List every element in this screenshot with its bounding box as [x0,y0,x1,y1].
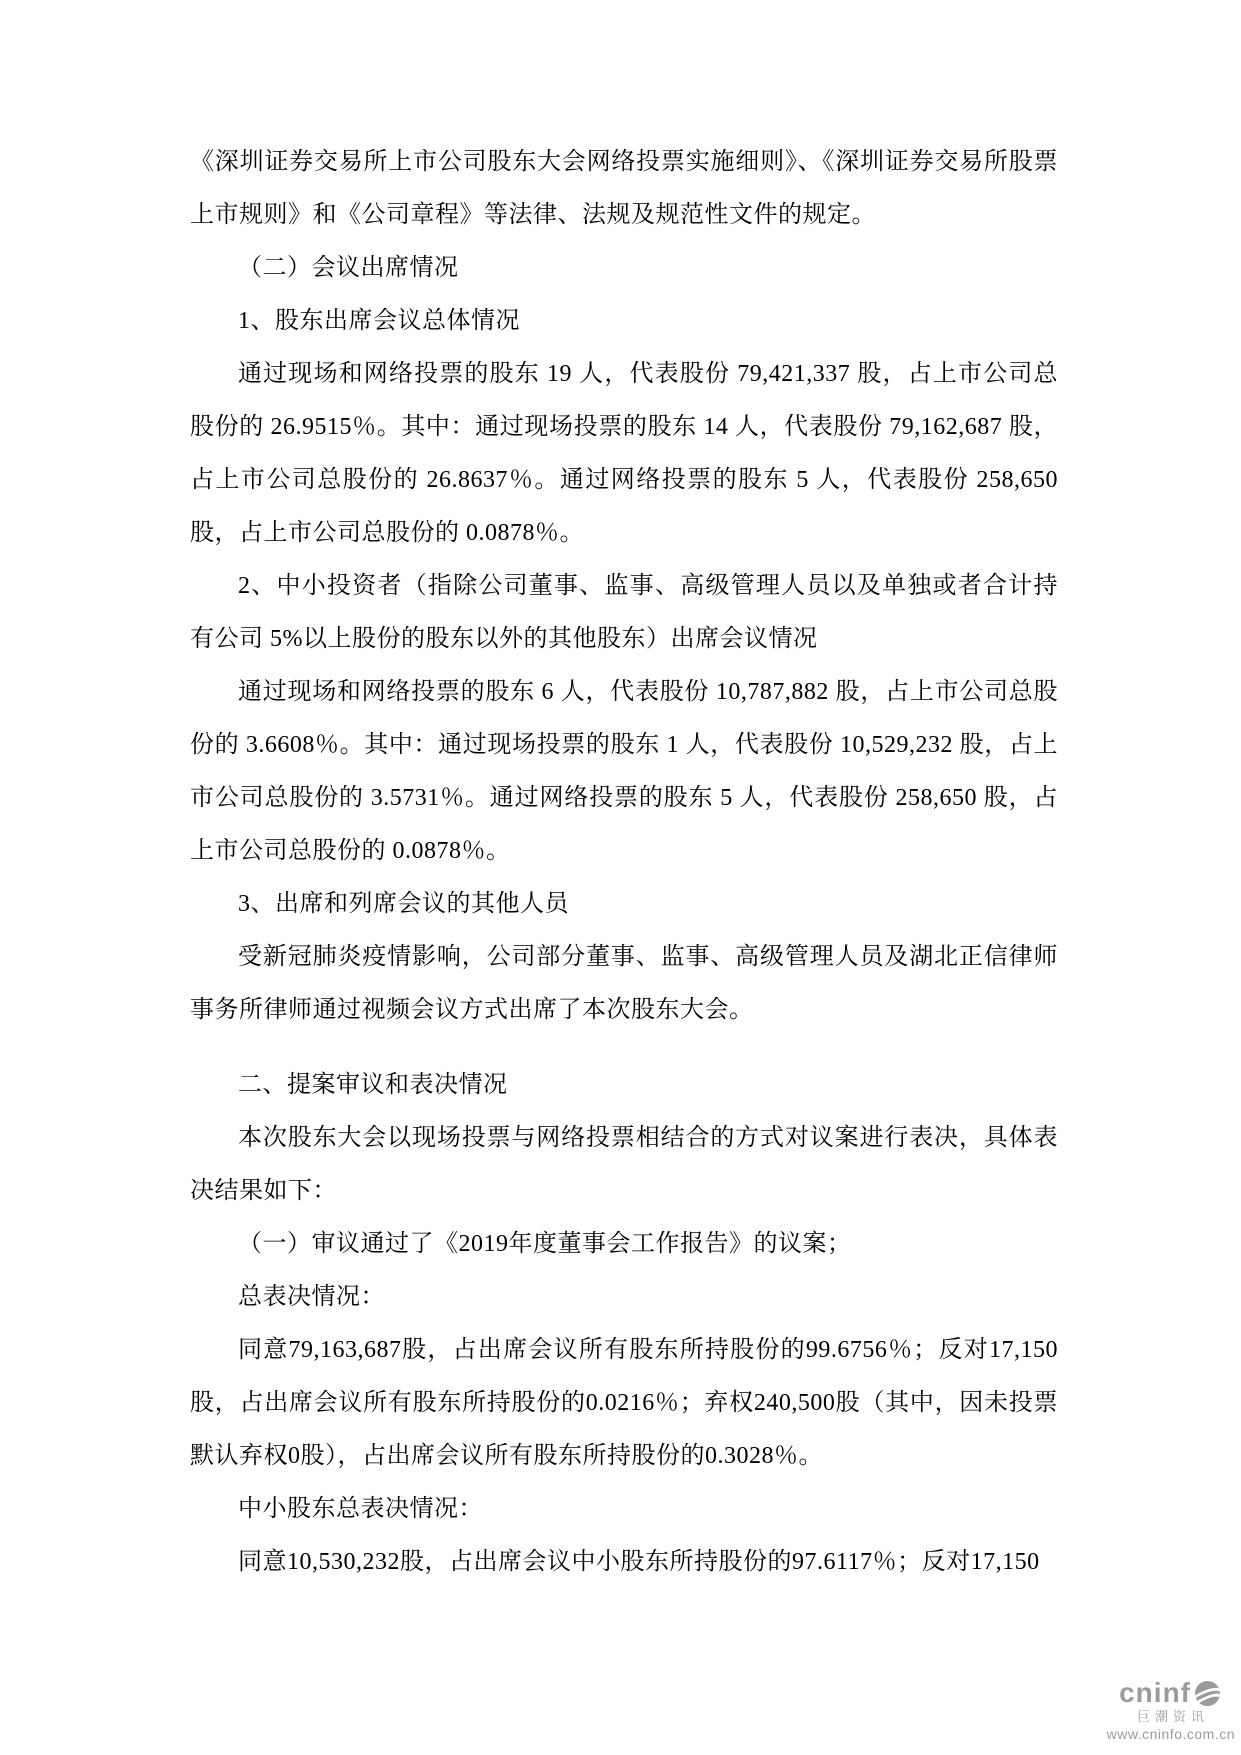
heading-section-proposals-voting: 二、提案审议和表决情况 [238,1072,508,1098]
heading-item-1-overall-attendance: 1、股东出席会议总体情况 [238,308,520,334]
paragraph-other-attendees: 受新冠肺炎疫情影响，公司部分董事、监事、高级管理人员及湖北正信律师事务所律师通过视频会议方式出席了本次股东大会。 [190,944,1058,1023]
heading-proposal-1-board-report: （一）审议通过了《2019年度董事会工作报告》的议案； [238,1231,852,1257]
paragraph-minority-attendance: 通过现场和网络投票的股东 6 人，代表股份 10,787,882 股，占上市公司总股份的 3.6608％。其中：通过现场投票的股东 1 人，代表股份 10,529,232 股，占上市公司总股份的 3.5731％。通过网络投票的股东 5 人，代表股份 258,650 股，占上市公司总股份的 0.0878％。 [190,679,1058,864]
cninfo-logo-text: cninf [1119,1677,1191,1708]
heading-item-3-other-attendees: 3、出席和列席会议的其他人员 [238,891,569,917]
paragraph-voting-method: 本次股东大会以现场投票与网络投票相结合的方式对议案进行表决，具体表决结果如下： [190,1125,1058,1204]
paragraph-total-voting-result: 同意79,163,687股，占出席会议所有股东所持股份的99.6756％；反对17,150股，占出席会议所有股东所持股份的0.0216％；弃权240,500股（其中，因未投票默认弃权0股），占出席会议所有股东所持股份的0.3028％。 [190,1337,1058,1469]
cninfo-chinese-name: 巨潮资讯 [1136,1709,1209,1724]
heading-minority-voting-result: 中小股东总表决情况： [238,1496,483,1522]
heading-total-voting-result: 总表决情况： [238,1284,385,1310]
document-body [190,136,1058,1589]
heading-item-2-minority-investors: 2、中小投资者（指除公司董事、监事、高级管理人员以及单独或者合计持有公司 5%以上股份的股东以外的其他股东）出席会议情况 [190,573,1058,652]
paragraph-overall-attendance: 通过现场和网络投票的股东 19 人，代表股份 79,421,337 股，占上市公司总股份的 26.9515％。其中：通过现场投票的股东 14 人，代表股份 79,162,687 股，占上市公司总股份的 26.8637％。通过网络投票的股东 5 人，代表股份 258,650 股，占上市公司总股份的 0.0878％。 [190,361,1058,546]
cninfo-url: www.cninfo.com.cn [1106,1726,1235,1742]
paragraph-minority-voting-result: 同意10,530,232股，占出席会议中小股东所持股份的97.6117％；反对17,150 [238,1549,1040,1575]
cninfo-watermark [1107,1679,1235,1741]
heading-section-attendance: （二）会议出席情况 [238,255,459,281]
paragraph-rules-continuation: 《深圳证券交易所上市公司股东大会网络投票实施细则》、《深圳证券交易所股票上市规则》和《公司章程》等法律、法规及规范性文件的规定。 [190,149,1058,228]
cninfo-logo [1107,1679,1221,1707]
cninfo-globe-icon [1194,1680,1221,1707]
